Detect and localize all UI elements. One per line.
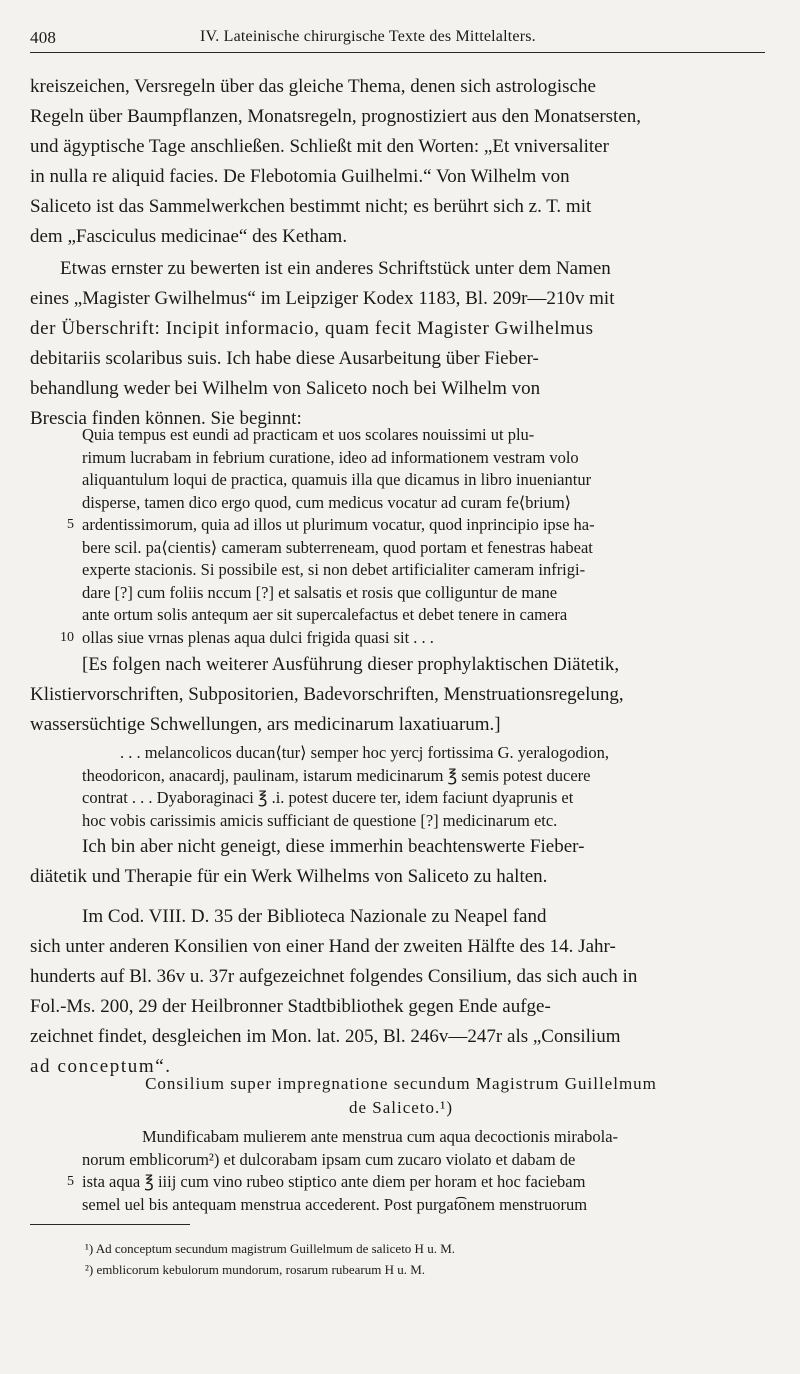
text-line: kreiszeichen, Versregeln über das gleiche Thema, denen sich astrologische (30, 76, 596, 97)
page-number: 408 (30, 28, 57, 47)
text-line: hunderts auf Bl. 36v u. 37r aufgezeichnet folgendes Consilium, das sich auch in (30, 966, 638, 987)
text-line: dem „Fasciculus medicinae“ des Ketham. (30, 226, 348, 247)
quote-line: 5 ista aqua ℥ iiij cum vino rubeo stiptico ante diem per horam et hoc faciebam (30, 1171, 772, 1194)
text-line: ad conceptum“. (30, 1056, 172, 1077)
line-number: 10 (60, 629, 74, 645)
footnotes (30, 1238, 772, 1280)
text-line: Im Cod. VIII. D. 35 der Biblioteca Nazionale zu Neapel fand (82, 906, 547, 927)
text-line: Fol.-Ms. 200, 29 der Heilbronner Stadtbibliothek gegen Ende aufge- (30, 996, 551, 1017)
footnote-rule (30, 1224, 190, 1225)
text-line: Etwas ernster zu bewerten ist ein anderes Schriftstück unter dem Namen (60, 258, 611, 279)
footnote: ¹) Ad conceptum secundum magistrum Guillelmum de saliceto H u. M. (85, 1241, 455, 1256)
line-number: 5 (67, 1174, 74, 1189)
paragraph-1 (30, 72, 772, 252)
text-line: eines „Magister Gwilhelmus“ im Leipziger Kodex 1183, Bl. 209r—210v mit (30, 288, 615, 309)
quote-line: rimum lucrabam in febrium curatione, ideo ad informationem vestram volo (82, 447, 579, 467)
latin-quote-3 (30, 1126, 772, 1216)
page-header (30, 28, 772, 48)
quote-line: . . . melancolicos ducan⟨tur⟩ semper hoc yercj fortissima G. yeralogodion, (120, 743, 609, 762)
quote-line: Quia tempus est eundi ad practicam et uos scolares nouissimi ut plu- (82, 425, 535, 444)
text-line: zeichnet findet, desgleichen im Mon. lat. 205, Bl. 246v—247r als „Consilium (30, 1026, 621, 1047)
paragraph-3 (30, 650, 772, 740)
text-line: und ägyptische Tage anschließen. Schließt mit den Worten: „Et vniversaliter (30, 136, 609, 157)
quote-line: contrat . . . Dyaboraginaci ℥ .i. potest ducere ter, idem faciunt dyaprunis et (82, 788, 574, 807)
text-line: Regeln über Baumpflanzen, Monatsregeln, prognostiziert aus den Monatsersten, (30, 106, 641, 127)
quote-line: aliquantulum loqui de practica, quamuis illa que dicamus in libro inueniantur (82, 470, 592, 489)
title-line: de Saliceto.¹) (348, 1098, 454, 1117)
text-line: sich unter anderen Konsilien von einer Hand der zweiten Hälfte des 14. Jahr- (30, 936, 616, 957)
text-line: in nulla re aliquid facies. De Flebotomia Guilhelmi.“ Von Wilhelm von (30, 166, 570, 187)
paragraph-2 (30, 254, 772, 434)
paragraph-4 (30, 832, 772, 892)
latin-quote-1 (30, 424, 772, 649)
quote-line: hoc vobis carissimis amicis sufficiant de questione [?] medicinarum etc. (82, 810, 558, 830)
page (30, 28, 772, 1277)
text-line: Klistiervorschriften, Subpositorien, Badevorschriften, Menstruationsregelung, (30, 684, 624, 705)
text-line: wassersüchtige Schwellungen, ars medicinarum laxatiuarum.] (30, 714, 501, 735)
title-line: Consilium super impregnatione secundum Magistrum Guillelmum (145, 1074, 657, 1093)
latin-quote-2 (30, 742, 772, 832)
quote-line: 10 ollas siue vrnas plenas aqua dulci frigida quasi sit . . . (30, 627, 772, 650)
quote-line: ante ortum solis antequm aer sit supercalefactus et debet tenere in camera (82, 605, 568, 624)
text-line: Brescia finden können. Sie beginnt: (30, 408, 302, 429)
quote-line: semel uel bis antequam menstrua accederent. Post purgat͡onem menstruorum (82, 1194, 588, 1214)
quote-line: disperse, tamen dico ergo quod, cum medicus vocatur ad curam fe⟨brium⟩ (82, 492, 572, 512)
footnote: ²) emblicorum kebulorum mundorum, rosarum rubearum H u. M. (85, 1262, 426, 1277)
text-line: der Überschrift: Incipit informacio, quam fecit Magister Gwilhelmus (30, 318, 594, 339)
quote-line: bere scil. pa⟨cientis⟩ cameram subterreneam, quod portam et fenestras habeat (82, 537, 593, 557)
text-line: debitariis scolaribus suis. Ich habe diese Ausarbeitung über Fieber- (30, 348, 539, 369)
text-line: Ich bin aber nicht geneigt, diese immerhin beachtenswerte Fieber- (82, 836, 585, 857)
header-rule (30, 52, 765, 53)
line-number: 5 (67, 517, 74, 532)
text-line: behandlung weder bei Wilhelm von Saliceto noch bei Wilhelm von (30, 378, 541, 399)
text-line: diätetik und Therapie für ein Werk Wilhelms von Saliceto zu halten. (30, 866, 548, 887)
text-line: Saliceto ist das Sammelwerkchen bestimmt nicht; es berührt sich z. T. mit (30, 196, 592, 217)
quote-line: dare [?] cum foliis nccum [?] et salsatis et rosis que colliguntur de mane (82, 582, 558, 602)
running-title: IV. Lateinische chirurgische Texte des Mittelalters. (200, 28, 536, 45)
quote-line: theodoricon, anacardj, paulinam, istarum medicinarum ℥ semis potest ducere (82, 765, 591, 785)
paragraph-5 (30, 902, 772, 1082)
quote-line: 5 ardentissimorum, quia ad illos ut plurimum vocatur, quod inprincipio ipse ha- (30, 514, 772, 537)
quote-line: experte stacionis. Si possibile est, si non debet artificialiter cameram infrigi- (82, 560, 586, 579)
text-line: [Es folgen nach weiterer Ausführung dieser prophylaktischen Diätetik, (82, 654, 620, 675)
quote-line: norum emblicorum²) et dulcorabam ipsam cum zucaro violato et dabam de (82, 1149, 576, 1169)
quote-line: Mundificabam mulierem ante menstrua cum aqua decoctionis mirabola- (142, 1127, 619, 1146)
consilium-title (30, 1072, 772, 1120)
